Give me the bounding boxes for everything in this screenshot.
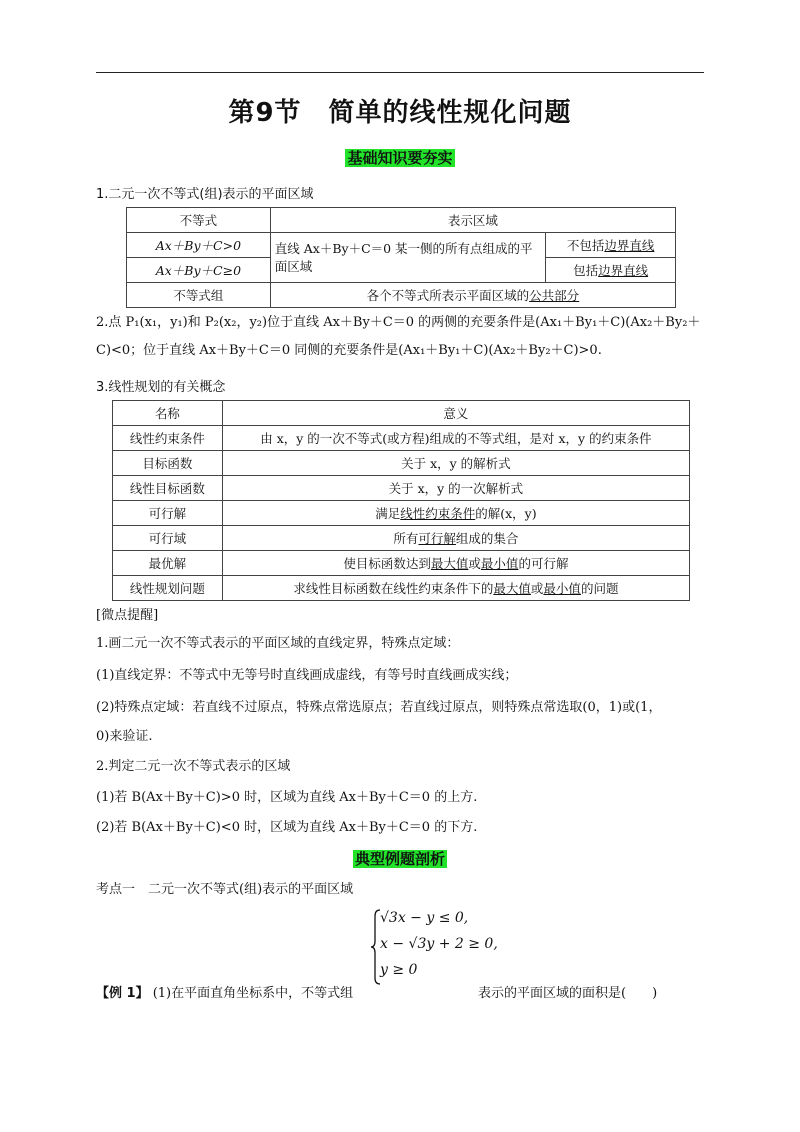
- meaning-text: 或: [468, 556, 481, 571]
- table2-term: 线性目标函数: [113, 476, 223, 501]
- tip-line: (1)若 B(Ax＋By＋C)>0 时，区域为直线 Ax＋By＋C＝0 的上方.: [96, 790, 478, 805]
- table1-ineq-gt: Ax＋By＋C>0: [127, 233, 271, 258]
- underlined-term: 最大值: [493, 581, 531, 596]
- table2-term: 线性约束条件: [113, 426, 223, 451]
- meaning-text: 关于 x，y 的解析式: [401, 456, 511, 471]
- table2-meaning: [222, 476, 689, 501]
- table2-meaning: [222, 501, 689, 526]
- table2-meaning: [222, 451, 689, 476]
- table2-meaning: [222, 551, 689, 576]
- meaning-text: 关于 x，y 的一次解析式: [388, 481, 524, 496]
- tip-line: (1)直线定界：不等式中无等号时直线画成虚线，有等号时直线画成实线；: [96, 668, 518, 683]
- section-2-line-2: C)<0；位于直线 Ax＋By＋C＝0 同侧的充要条件是(Ax₁＋By₁＋C)(Ax₂＋By₂＋C)>0.: [96, 343, 602, 358]
- underlined-term: 最小值: [543, 581, 581, 596]
- table2-row: [113, 426, 690, 451]
- heading-examples: 典型例题剖析: [354, 850, 445, 868]
- inequality-region-table: [126, 207, 676, 308]
- table2-header-name: 名称: [113, 401, 223, 426]
- table2-row: [113, 476, 690, 501]
- top-rule: [96, 72, 704, 73]
- linear-programming-table: [112, 400, 690, 601]
- table2-term: 最优解: [113, 551, 223, 576]
- inequality-system: [370, 908, 500, 983]
- table2-term: 目标函数: [113, 451, 223, 476]
- underlined-term: 最小值: [480, 556, 519, 571]
- table2-row: [113, 451, 690, 476]
- example-text-2: 表示的平面区域的面积是( ): [478, 986, 658, 1001]
- meaning-text: 使目标函数达到: [343, 556, 431, 571]
- table2-term: 可行解: [113, 501, 223, 526]
- meaning-text: 求线性目标函数在线性约束条件下的: [293, 581, 494, 596]
- meaning-text: 满足: [375, 506, 401, 521]
- table2-header-meaning: 意义: [222, 401, 689, 426]
- table1-common-part: 各个不等式所表示平面区域的公共部分: [270, 283, 675, 308]
- system-line: √3x − y ≤ 0,: [380, 910, 469, 926]
- tip-line: 0)来验证.: [96, 729, 153, 744]
- table1-region-desc: 直线 Ax＋By＋C＝0 某一侧的所有点组成的平面区域: [270, 233, 545, 283]
- section-2-line-1: 2.点 P₁(x₁，y₁)和 P₂(x₂，y₂)位于直线 Ax＋By＋C＝0 的两侧的充要条件是(Ax₁＋By₁＋C)(Ax₂＋By₂＋: [96, 315, 701, 330]
- underlined-term: 可行解: [418, 531, 456, 546]
- table1-header-1: 不等式: [127, 208, 271, 233]
- meaning-text: 由 x，y 的一次不等式(或方程)组成的不等式组，是对 x，y 的约束条件: [260, 431, 652, 446]
- table2-row: [113, 576, 690, 601]
- table2-meaning: [222, 526, 689, 551]
- section-3-title: 3.线性规划的有关概念: [96, 380, 226, 395]
- table1-ineq-ge: Ax＋By＋C≥0: [127, 258, 271, 283]
- tip-line: (2)特殊点定域：若直线不过原点，特殊点常选原点；若直线过原点，则特殊点常选取(0，1)或(1，: [96, 700, 662, 715]
- meaning-text: 或: [530, 581, 544, 596]
- table1-system: 不等式组: [127, 283, 271, 308]
- kaodian-title: 考点一 二元一次不等式(组)表示的平面区域: [96, 882, 354, 897]
- meaning-text: 的可行解: [518, 556, 569, 571]
- underlined-term: 最大值: [430, 556, 469, 571]
- table2-meaning: [222, 576, 689, 601]
- meaning-text: 的解(x，y): [475, 506, 537, 521]
- meaning-text: 组成的集合: [455, 531, 519, 546]
- section-1-title: 1.二元一次不等式(组)表示的平面区域: [96, 187, 314, 202]
- table2-row: [113, 501, 690, 526]
- example-text: (1)在平面直角坐标系中，不等式组: [152, 986, 354, 1001]
- table2-row: [113, 526, 690, 551]
- meaning-text: 所有: [393, 531, 419, 546]
- tip-line: (2)若 B(Ax＋By＋C)<0 时，区域为直线 Ax＋By＋C＝0 的下方.: [96, 820, 478, 835]
- table2-row: [113, 551, 690, 576]
- tip-line: 2.判定二元一次不等式表示的区域: [96, 759, 291, 774]
- page-title: 第9节 简单的线性规化问题: [228, 98, 572, 128]
- table1-exclude-boundary: 不包括边界直线: [546, 233, 676, 258]
- underlined-term: 线性约束条件: [400, 506, 476, 521]
- tip-line: 1.画二元一次不等式表示的平面区域的直线定界，特殊点定域：: [96, 636, 460, 651]
- table2-term: 可行域: [113, 526, 223, 551]
- meaning-text: 的问题: [580, 581, 619, 596]
- table1-header-2: 表示区域: [270, 208, 675, 233]
- table2-term: 线性规划问题: [113, 576, 223, 601]
- tips-label: [微点提醒]: [96, 608, 159, 623]
- system-line: x − √3y + 2 ≥ 0,: [380, 936, 498, 952]
- system-line: y ≥ 0: [380, 962, 418, 978]
- example-label: 【例 1】: [96, 986, 149, 1001]
- table2-meaning: [222, 426, 689, 451]
- table1-include-boundary: 包括边界直线: [546, 258, 676, 283]
- heading-basic: 基础知识要夯实: [347, 149, 453, 167]
